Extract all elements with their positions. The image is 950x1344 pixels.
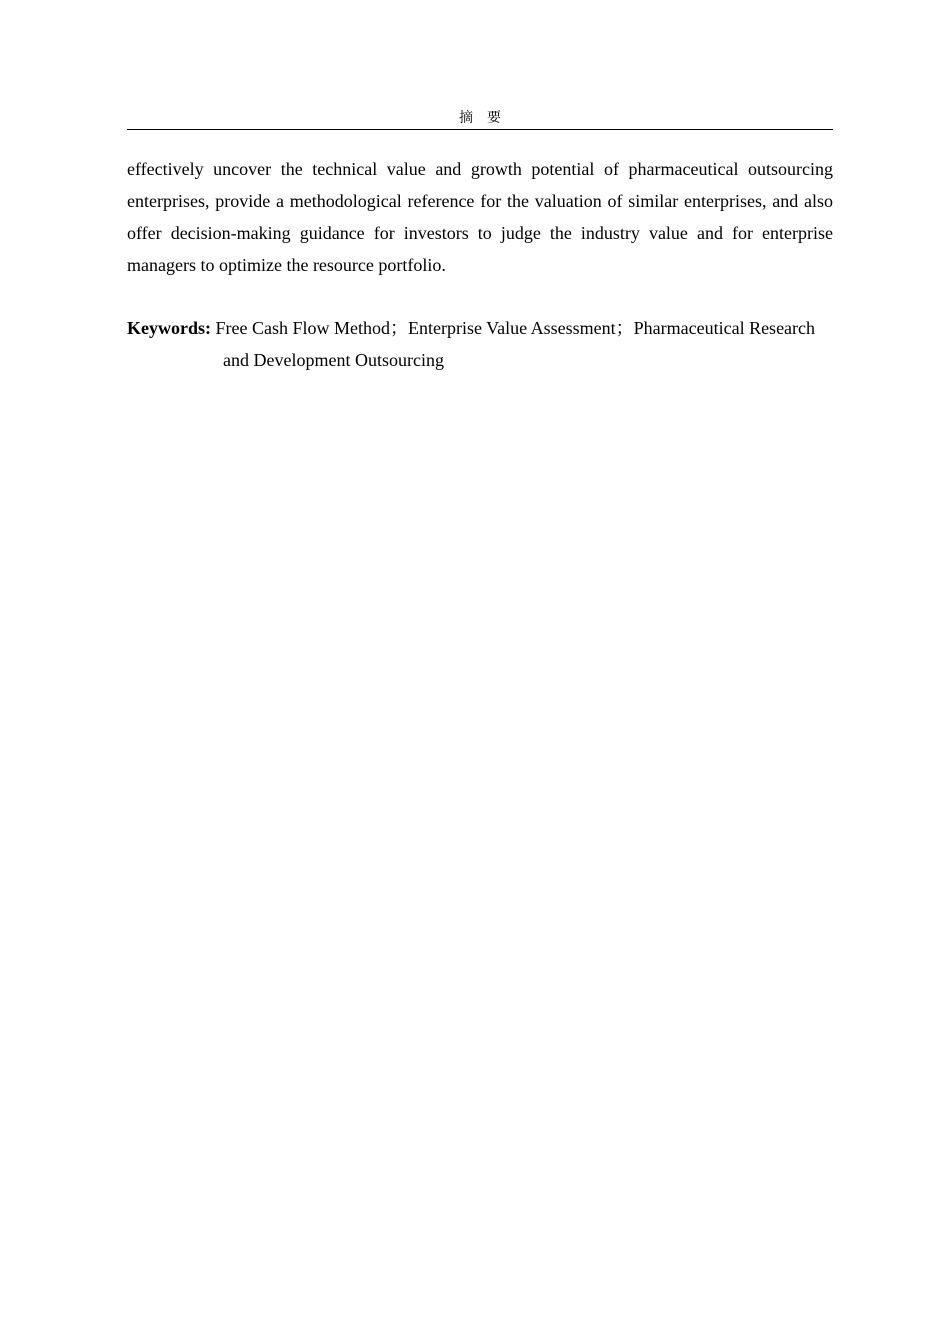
keywords-line-1: Free Cash Flow Method；Enterprise Value Assessment；Pharmaceutical Research	[215, 318, 816, 338]
abstract-paragraph: effectively uncover the technical value and growth potential of pharmaceutical outsourcing enterprises, provide a methodological reference for the valuation of similar enterprises, and also offer decision-making guidance for investors to judge the industry value and for enterprise managers to optimize the resource portfolio.	[127, 159, 833, 275]
keywords-label: Keywords:	[127, 318, 211, 338]
page-header-title: 摘 要	[459, 111, 501, 126]
keywords-section	[127, 312, 853, 376]
keywords-line-2: and Development Outsourcing	[223, 350, 444, 370]
header-divider	[127, 129, 833, 130]
